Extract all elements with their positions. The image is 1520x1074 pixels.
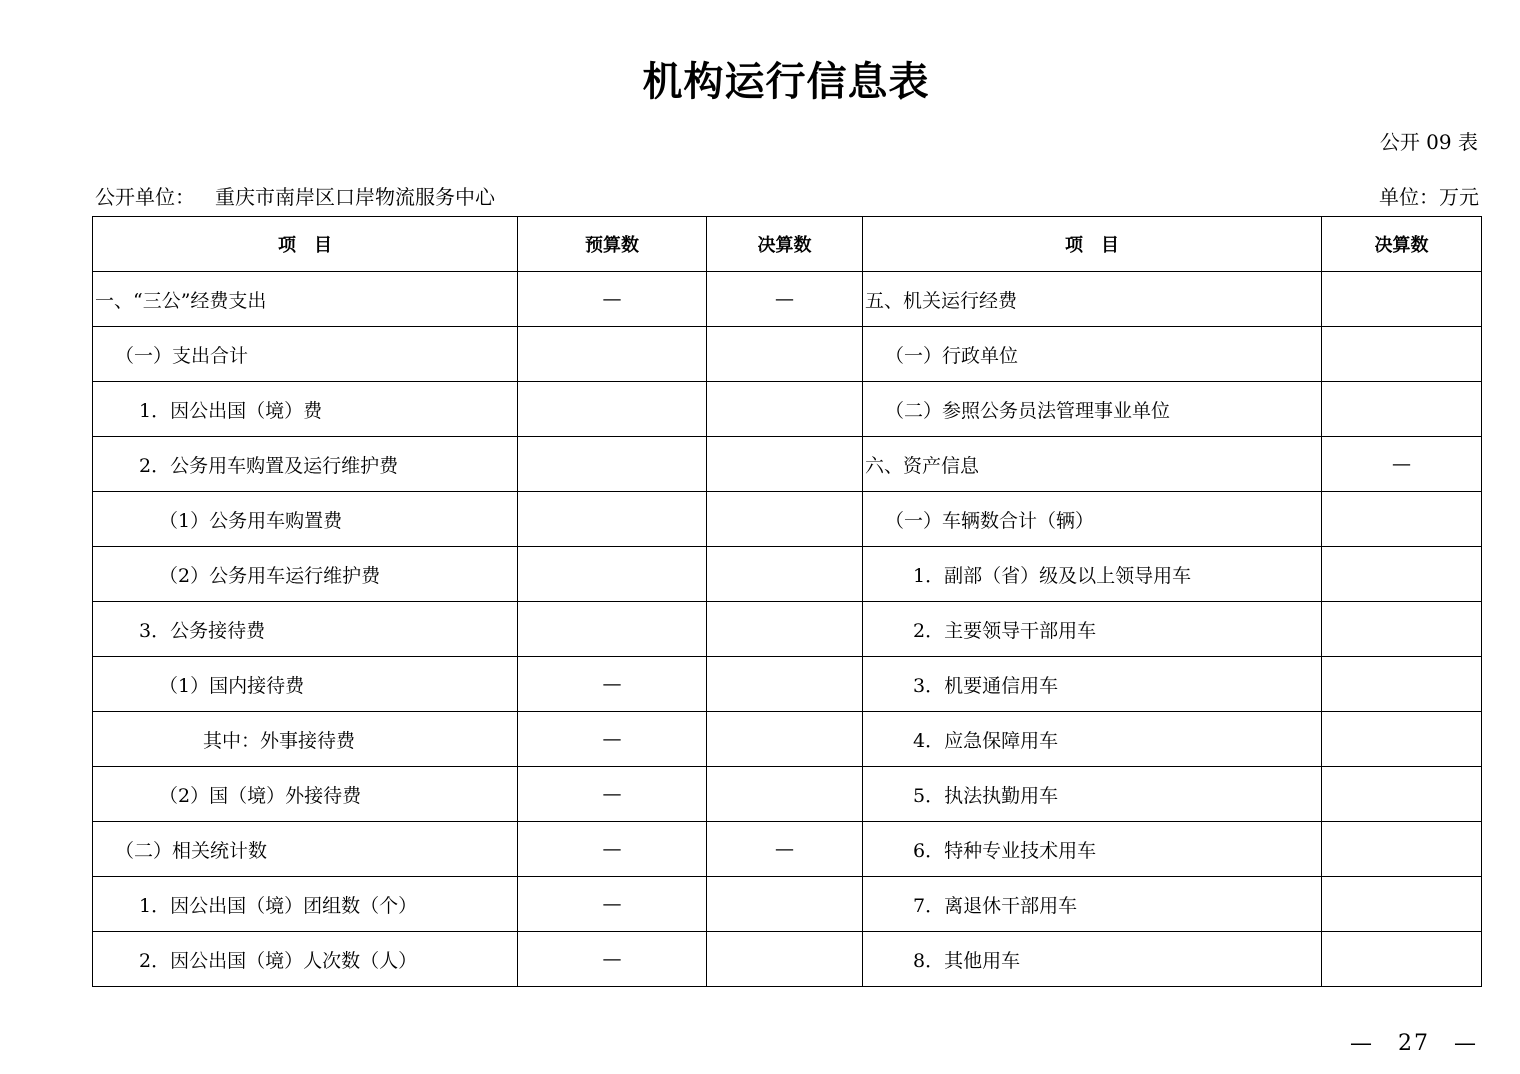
budget-value: — — [518, 822, 707, 877]
right-final-value: — — [1322, 437, 1482, 492]
left-item: 一、“三公”经费支出 — [93, 272, 518, 327]
left-item: （二）相关统计数 — [93, 822, 518, 877]
right-final-value — [1322, 712, 1482, 767]
budget-value: — — [518, 932, 707, 987]
header-item-left: 项 目 — [93, 217, 518, 272]
table-row — [93, 492, 1482, 547]
budget-value — [518, 437, 707, 492]
header-item-right: 项 目 — [863, 217, 1322, 272]
final-value — [707, 437, 863, 492]
right-final-value — [1322, 272, 1482, 327]
page-number: — 27 — — [1350, 1031, 1478, 1056]
left-item: 2．因公出国（境）人次数（人） — [93, 932, 518, 987]
final-value — [707, 877, 863, 932]
budget-value: — — [518, 767, 707, 822]
right-final-value — [1322, 767, 1482, 822]
right-final-value — [1322, 877, 1482, 932]
right-final-value — [1322, 382, 1482, 437]
header-final-right: 决算数 — [1322, 217, 1482, 272]
budget-value — [518, 547, 707, 602]
money-unit: 单位：万元 — [1379, 185, 1479, 209]
table-row — [93, 547, 1482, 602]
right-final-value — [1322, 492, 1482, 547]
budget-value — [518, 602, 707, 657]
table-row — [93, 877, 1482, 932]
table-number: 公开 09 表 — [1379, 130, 1478, 154]
right-final-value — [1322, 327, 1482, 382]
table-row — [93, 822, 1482, 877]
left-item: 其中：外事接待费 — [93, 712, 518, 767]
right-item: （一）车辆数合计（辆） — [863, 492, 1322, 547]
right-item: 7．离退休干部用车 — [863, 877, 1322, 932]
table-row — [93, 657, 1482, 712]
right-item: 1．副部（省）级及以上领导用车 — [863, 547, 1322, 602]
left-item: （一）支出合计 — [93, 327, 518, 382]
right-item: 六、资产信息 — [863, 437, 1322, 492]
left-item: （2）国（境）外接待费 — [93, 767, 518, 822]
final-value — [707, 547, 863, 602]
org-name: 重庆市南岸区口岸物流服务中心 — [215, 185, 495, 209]
info-table — [92, 216, 1482, 987]
table-row — [93, 712, 1482, 767]
final-value — [707, 382, 863, 437]
left-item: 1．因公出国（境）团组数（个） — [93, 877, 518, 932]
budget-value: — — [518, 657, 707, 712]
budget-value: — — [518, 877, 707, 932]
final-value — [707, 657, 863, 712]
budget-value — [518, 327, 707, 382]
right-final-value — [1322, 822, 1482, 877]
right-item: 6．特种专业技术用车 — [863, 822, 1322, 877]
final-value — [707, 767, 863, 822]
final-value — [707, 932, 863, 987]
header-budget: 预算数 — [518, 217, 707, 272]
table-row — [93, 272, 1482, 327]
budget-value: — — [518, 712, 707, 767]
right-item: 2．主要领导干部用车 — [863, 602, 1322, 657]
page-title: 机构运行信息表 — [642, 59, 930, 105]
final-value: — — [707, 272, 863, 327]
org-label: 公开单位： — [95, 185, 195, 209]
right-item: （二）参照公务员法管理事业单位 — [863, 382, 1322, 437]
table-row — [93, 327, 1482, 382]
right-item: 3．机要通信用车 — [863, 657, 1322, 712]
final-value — [707, 492, 863, 547]
table-row — [93, 767, 1482, 822]
final-value — [707, 602, 863, 657]
left-item: 1．因公出国（境）费 — [93, 382, 518, 437]
right-item: 8．其他用车 — [863, 932, 1322, 987]
right-final-value — [1322, 932, 1482, 987]
header-final-left: 决算数 — [707, 217, 863, 272]
left-item: （1）国内接待费 — [93, 657, 518, 712]
table-row — [93, 932, 1482, 987]
final-value — [707, 327, 863, 382]
table-header-row — [93, 217, 1482, 272]
table-row — [93, 382, 1482, 437]
budget-value: — — [518, 272, 707, 327]
right-final-value — [1322, 602, 1482, 657]
right-item: 4．应急保障用车 — [863, 712, 1322, 767]
left-item: 3．公务接待费 — [93, 602, 518, 657]
table-row — [93, 437, 1482, 492]
budget-value — [518, 382, 707, 437]
right-item: 五、机关运行经费 — [863, 272, 1322, 327]
final-value — [707, 712, 863, 767]
right-final-value — [1322, 547, 1482, 602]
final-value: — — [707, 822, 863, 877]
table-row — [93, 602, 1482, 657]
right-final-value — [1322, 657, 1482, 712]
left-item: （1）公务用车购置费 — [93, 492, 518, 547]
left-item: 2．公务用车购置及运行维护费 — [93, 437, 518, 492]
unit-row — [95, 181, 1479, 210]
left-item: （2）公务用车运行维护费 — [93, 547, 518, 602]
budget-value — [518, 492, 707, 547]
right-item: （一）行政单位 — [863, 327, 1322, 382]
right-item: 5．执法执勤用车 — [863, 767, 1322, 822]
